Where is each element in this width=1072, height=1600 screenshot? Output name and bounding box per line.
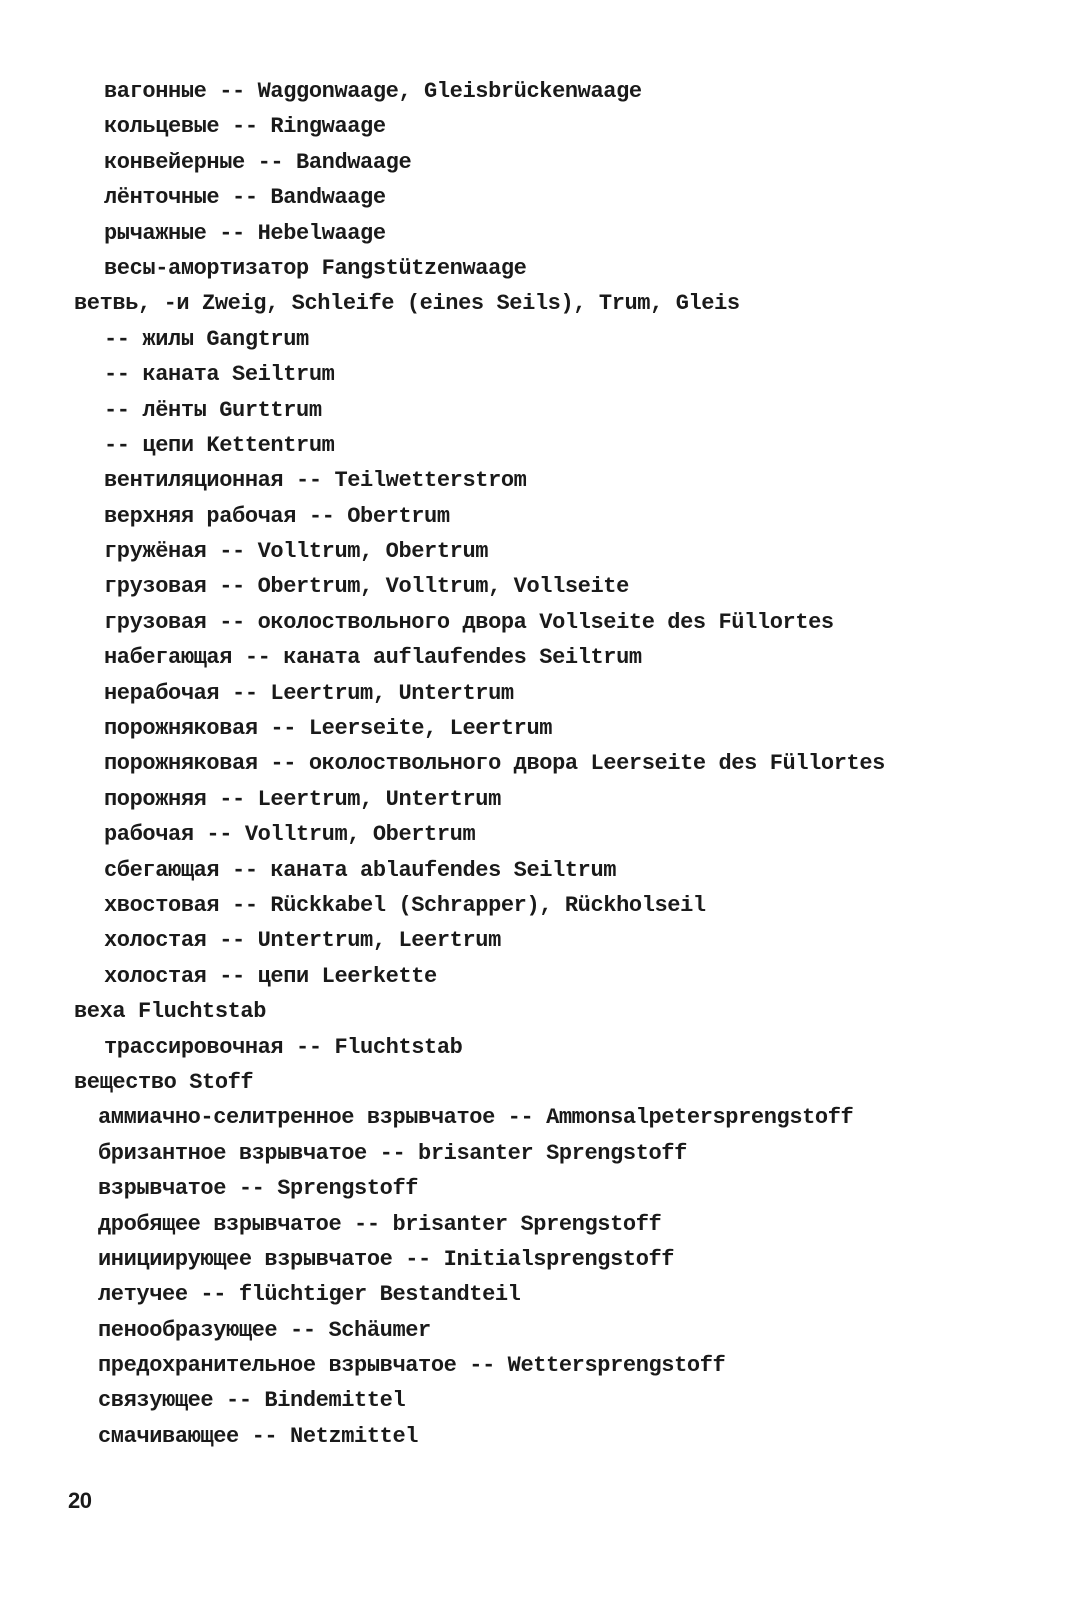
entry-line: бризантное взрывчатое -- brisanter Sprengstoff [98, 1140, 687, 1166]
entry-line: кольцевые -- Ringwaage [104, 114, 386, 140]
entry-line: вагонные -- Waggonwaage, Gleisbrückenwaage [104, 79, 642, 104]
entry-line: верхняя рабочая -- Obertrum [104, 503, 450, 529]
entry-line: порожняковая -- Leerseite, Leertrum [104, 716, 553, 742]
entry-line: дробящее взрывчатое -- brisanter Sprengstoff [98, 1211, 662, 1237]
headword-line: ветвь, -и Zweig, Schleife (eines Seils), Trum, Gleis [74, 291, 740, 317]
entry-line: конвейерные -- Bandwaage [104, 149, 412, 175]
entry-line: набегающая -- каната auflaufendes Seiltrum [104, 645, 642, 671]
entry-line: предохранительное взрывчатое -- Wettersprengstoff [98, 1353, 726, 1379]
entry-line: хвостовая -- Rückkabel (Schrapper), Rückholseil [104, 892, 706, 918]
entry-line: -- лёнты Gurttrum [104, 397, 322, 423]
entry-line: -- каната Seiltrum [104, 362, 335, 388]
entry-line: порожняковая -- околоствольного двора Leerseite des Füllortes [104, 751, 885, 777]
entry-line: весы-амортизатор Fangstützenwaage [104, 255, 527, 281]
entry-line: гружёная -- Volltrum, Obertrum [104, 539, 489, 565]
entry-line: грузовая -- околоствольного двора Vollseite des Füllortes [104, 609, 834, 635]
entry-line: порожняя -- Leertrum, Untertrum [104, 786, 501, 812]
entry-line: смачивающее -- Netzmittel [98, 1423, 419, 1449]
entry-line: -- цепи Kettentrum [104, 432, 335, 458]
entry-line: взрывчатое -- Sprengstoff [98, 1176, 419, 1202]
entry-line: инициирующее взрывчатое -- Initialsprengstoff [98, 1246, 675, 1272]
entry-line: холостая -- Untertrum, Leertrum [104, 928, 501, 954]
entry-line: -- жилы Gangtrum [104, 326, 309, 352]
entry-line: аммиачно-селитренное взрывчатое -- Ammonsalpetersprengstoff [98, 1105, 854, 1131]
entry-line: летучее -- flüchtiger Bestandteil [98, 1282, 521, 1308]
entry-line: грузовая -- Obertrum, Volltrum, Vollseite [104, 574, 629, 600]
page-number: 20 [68, 1488, 92, 1513]
entry-line: рычажные -- Hebelwaage [104, 220, 386, 246]
entry-line: лёнточные -- Bandwaage [104, 185, 386, 211]
entry-line: связующее -- Bindemittel [98, 1388, 406, 1414]
entry-line: рабочая -- Volltrum, Obertrum [104, 822, 476, 848]
entry-list [74, 74, 1054, 1454]
entry-line: сбегающая -- каната ablaufendes Seiltrum [104, 857, 617, 883]
headword-line: веха Fluchtstab [74, 999, 267, 1025]
headword-line: вещество Stoff [74, 1069, 254, 1095]
entry-line: вентиляционная -- Teilwetterstrom [104, 468, 527, 494]
entry-line: пенообразующее -- Schäumer [98, 1317, 431, 1343]
entry-line: трассировочная -- Fluchtstab [104, 1034, 463, 1060]
entry-line: холостая -- цепи Leerkette [104, 963, 437, 989]
entry-line: нерабочая -- Leertrum, Untertrum [104, 680, 514, 706]
